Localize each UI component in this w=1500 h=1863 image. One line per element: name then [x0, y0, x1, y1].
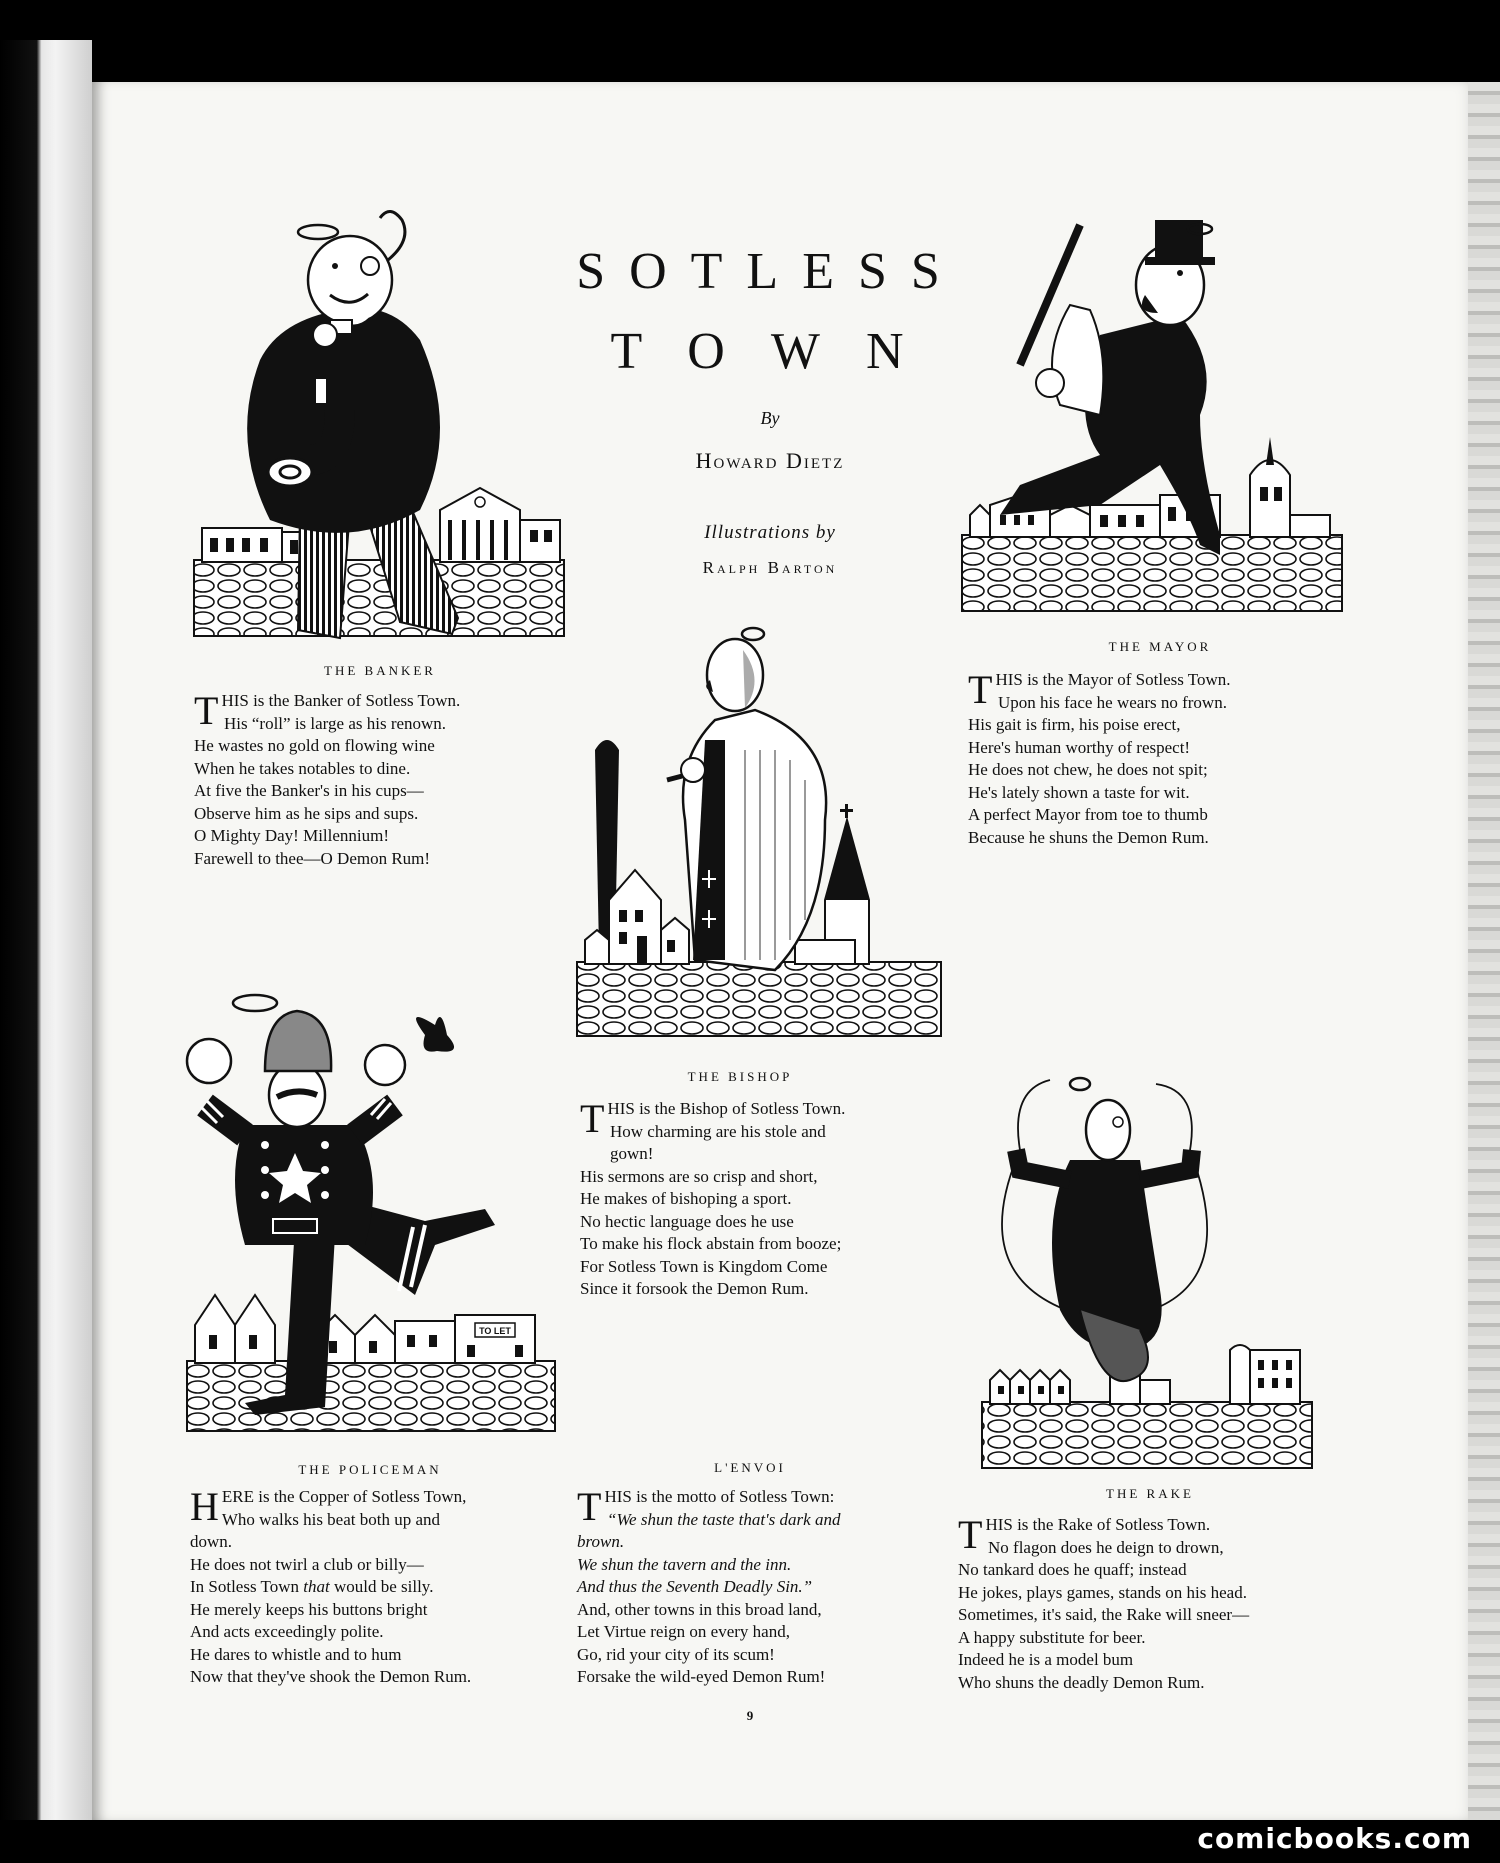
- butterfly-icon: [416, 1017, 454, 1052]
- poem-bishop: [580, 1098, 940, 1301]
- poem-line: A perfect Mayor from toe to thumb: [968, 805, 1208, 824]
- bishop-illustration: [575, 620, 945, 1040]
- poem-line: His sermons are so crisp and short,: [580, 1166, 818, 1186]
- poem-banker: [194, 690, 554, 870]
- poem-line: He's lately shown a taste for wit.: [968, 782, 1190, 802]
- illustrations-label: Illustrations by: [704, 522, 836, 543]
- illustrator-name: Ralph Barton: [702, 558, 838, 577]
- poem-line: HIS is the Rake of Sotless Town.: [985, 1515, 1211, 1534]
- poem-line: He wastes no gold on flowing wine: [194, 736, 435, 755]
- drop-cap: H: [190, 1484, 219, 1529]
- binding-spine: [0, 40, 92, 1820]
- poem-line: Upon his face he wears no frown.: [998, 692, 1227, 712]
- poem-line: He jokes, plays games, stands on his head.: [958, 1582, 1247, 1602]
- poem-envoi: [577, 1486, 937, 1689]
- page-number: 9: [746, 1708, 754, 1723]
- poem-line: When he takes notables to dine.: [194, 758, 411, 778]
- title-line-2: TOWN: [610, 323, 950, 380]
- caption-envoi: L'ENVOI: [714, 1460, 786, 1475]
- poem-line: HIS is the motto of Sotless Town:: [604, 1487, 835, 1506]
- poem-line: A happy substitute for beer.: [958, 1627, 1146, 1647]
- poem-line: Sometimes, it's said, the Rake will sneer—: [958, 1605, 1250, 1624]
- poem-line: For Sotless Town is Kingdom Come: [580, 1256, 828, 1276]
- poem-line: Who shuns the deadly Demon Rum.: [958, 1672, 1205, 1692]
- poem-line: No hectic language does he use: [580, 1211, 794, 1231]
- poem-line: HIS is the Mayor of Sotless Town.: [995, 670, 1231, 689]
- poem-policeman: [190, 1486, 560, 1689]
- rake-illustration: [960, 1050, 1320, 1470]
- poem-line: Farewell to thee—O Demon Rum!: [194, 848, 431, 868]
- caption-mayor: THE MAYOR: [1108, 639, 1212, 654]
- poem-line: To make his flock abstain from booze;: [580, 1234, 842, 1253]
- poem-line: His “roll” is large as his renown.: [224, 713, 447, 733]
- poem-line: He dares to whistle and to hum: [190, 1644, 402, 1664]
- policeman-illustration: [185, 995, 555, 1435]
- watermark: comicbooks.com: [1197, 1822, 1472, 1855]
- page-title: [560, 232, 980, 392]
- poem-line: He does not twirl a club or billy—: [190, 1554, 424, 1574]
- poem-line: Now that they've shook the Demon Rum.: [190, 1667, 472, 1686]
- poem-line: HIS is the Banker of Sotless Town.: [221, 691, 461, 710]
- poem-line: At five the Banker's in his cups—: [194, 781, 424, 800]
- mayor-illustration: [960, 215, 1360, 615]
- caption-bishop: THE BISHOP: [687, 1069, 793, 1084]
- poem-line: He does not chew, he does not spit;: [968, 760, 1208, 779]
- poem-line: Who walks his beat both up and: [221, 1509, 441, 1529]
- caption-policeman: THE POLICEMAN: [298, 1462, 442, 1477]
- poem-line: Let Virtue reign on every hand,: [577, 1622, 790, 1641]
- caption-rake: THE RAKE: [1106, 1486, 1194, 1501]
- poem-line: No tankard does he quaff; instead: [958, 1560, 1187, 1579]
- poem-line: gown!: [610, 1144, 654, 1163]
- binding-shadow-top: [0, 0, 1500, 82]
- to-let-sign: TO LET: [479, 1326, 511, 1336]
- poem-line: He makes of bishoping a sport.: [580, 1189, 792, 1208]
- caption-banker: THE BANKER: [324, 663, 436, 678]
- drop-cap: T: [958, 1512, 983, 1557]
- title-line-1: SOTLESS: [576, 243, 964, 300]
- poem-line: brown.: [577, 1532, 625, 1551]
- drop-cap: T: [194, 688, 219, 733]
- author-name: Howard Dietz: [695, 448, 845, 473]
- poem-line: And thus the Seventh Deadly Sin.”: [577, 1577, 813, 1596]
- scan-bottom-band: [0, 1820, 1500, 1863]
- poem-line: Observe him as he sips and sups.: [194, 803, 419, 823]
- drop-cap: T: [580, 1096, 605, 1141]
- poem-line: “We shun the taste that's dark and: [607, 1509, 841, 1529]
- poem-line: ERE is the Copper of Sotless Town,: [221, 1487, 467, 1506]
- poem-line: And acts exceedingly polite.: [190, 1622, 384, 1641]
- poem-mayor: [968, 669, 1328, 849]
- poem-line: Here's human worthy of respect!: [968, 737, 1191, 757]
- poem-line: In Sotless Town that would be silly.: [190, 1577, 434, 1596]
- drop-cap: T: [577, 1484, 602, 1529]
- poem-line: down.: [190, 1532, 233, 1551]
- poem-line: Indeed he is a model bum: [958, 1650, 1134, 1669]
- banker-illustration: [190, 210, 570, 640]
- poem-line: Go, rid your city of its scum!: [577, 1644, 775, 1664]
- poem-line: O Mighty Day! Millennium!: [194, 826, 390, 845]
- poem-line: His gait is firm, his poise erect,: [968, 715, 1181, 734]
- poem-line: How charming are his stole and: [610, 1121, 826, 1141]
- poem-line: Since it forsook the Demon Rum.: [580, 1279, 809, 1298]
- byline-label: By: [760, 408, 780, 428]
- page-edge-stack: [1468, 82, 1500, 1820]
- poem-line: We shun the tavern and the inn.: [577, 1554, 792, 1574]
- poem-line: Because he shuns the Demon Rum.: [968, 827, 1209, 847]
- poem-line: He merely keeps his buttons bright: [190, 1599, 428, 1619]
- poem-line: Forsake the wild-eyed Demon Rum!: [577, 1667, 826, 1686]
- poem-line: No flagon does he deign to drown,: [988, 1537, 1224, 1557]
- drop-cap: T: [968, 667, 993, 712]
- poem-line: And, other towns in this broad land,: [577, 1599, 822, 1619]
- poem-rake: [958, 1514, 1348, 1694]
- poem-line: HIS is the Bishop of Sotless Town.: [607, 1099, 846, 1118]
